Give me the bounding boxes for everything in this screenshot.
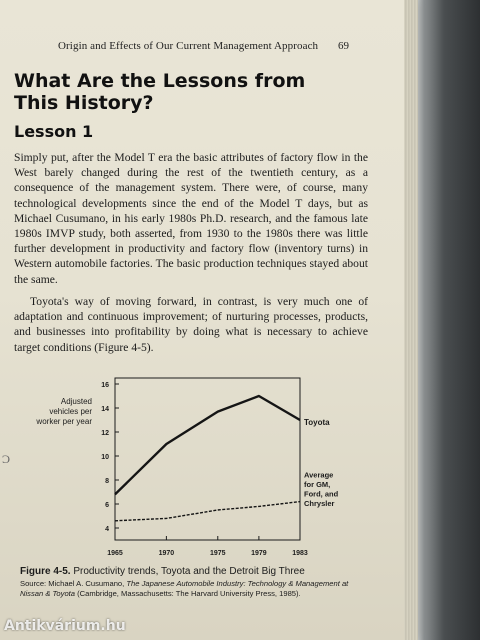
x-tick-label: 1975 bbox=[209, 550, 226, 557]
section-heading bbox=[14, 70, 344, 114]
source-suffix: (Cambridge, Massachusetts: The Harvard University Press, 1985). bbox=[75, 589, 301, 598]
running-title: Origin and Effects of Our Current Management Approach bbox=[58, 40, 319, 52]
x-tick-label: 1979 bbox=[251, 550, 267, 557]
page-edges bbox=[404, 0, 418, 640]
series-label-big-three: for GM, bbox=[304, 480, 331, 490]
series-line-big-three bbox=[115, 502, 300, 521]
series-label-big-three: Average bbox=[304, 470, 334, 480]
y-tick-label: 16 bbox=[101, 382, 109, 389]
plot-frame bbox=[115, 378, 300, 540]
y-tick-label: 6 bbox=[105, 502, 109, 509]
paragraph-2: Toyota's way of moving forward, in contrast, is very much one of adaptation and continuous improvement; of nurturing processes, products, and businesses into profitability by doing what is necessary to achieve target conditions (Figure 4-5). bbox=[14, 295, 368, 354]
x-tick-label: 1983 bbox=[292, 550, 308, 557]
subsection-heading: Lesson 1 bbox=[14, 122, 94, 141]
x-tick-label: 1970 bbox=[158, 550, 175, 557]
source-prefix: Source: Michael A. Cusumano, bbox=[20, 579, 127, 588]
pencil-mark: Ɔ bbox=[2, 452, 11, 466]
watermark: Antikvárium.hu bbox=[4, 618, 126, 634]
y-axis-label: Adjusted bbox=[60, 397, 92, 406]
x-tick-label: 1965 bbox=[107, 550, 123, 557]
y-tick-label: 14 bbox=[101, 406, 109, 413]
productivity-chart bbox=[30, 370, 350, 570]
source-title: The Japanese Automobile Industry: Technology & Management at Nissan & Toyota bbox=[20, 579, 349, 598]
y-axis-label: worker per year bbox=[36, 417, 92, 426]
y-tick-label: 8 bbox=[105, 478, 109, 485]
page-number: 69 bbox=[338, 40, 349, 52]
series-label-big-three: Chrysler bbox=[304, 499, 335, 509]
caption-text: Productivity trends, Toyota and the Detroit Big Three bbox=[73, 566, 305, 577]
y-tick-label: 4 bbox=[105, 526, 109, 533]
series-line-toyota bbox=[115, 396, 300, 494]
series-label-big-three: Ford, and bbox=[304, 489, 339, 499]
section-heading-line1: What Are the Lessons from bbox=[14, 70, 306, 92]
paragraph-1: Simply put, after the Model T era the basic attributes of factory flow in the West barely changed during the rest of the twentieth century, as a consequence of the management system. There were, of course, many technological developments since the end of the Model T days, but as Michael Cusumano, in his early 1980s Ph.D. research, and the famous late 1980s IMVP study, both asserted, from 1930 to the 1980s there was little further development in productivity and factory flow (inventory turns) in Western automobile factories. The basic production techniques stayed about the same. bbox=[14, 151, 368, 286]
caption-label: Figure 4-5. bbox=[20, 566, 71, 577]
series-label-toyota: Toyota bbox=[304, 417, 330, 427]
figure-caption bbox=[20, 566, 370, 599]
caption-source bbox=[20, 579, 370, 599]
y-tick-label: 10 bbox=[101, 454, 109, 461]
section-heading-line2: This History? bbox=[14, 92, 154, 114]
y-axis-label: vehicles per bbox=[49, 407, 92, 416]
y-tick-label: 12 bbox=[101, 430, 109, 437]
